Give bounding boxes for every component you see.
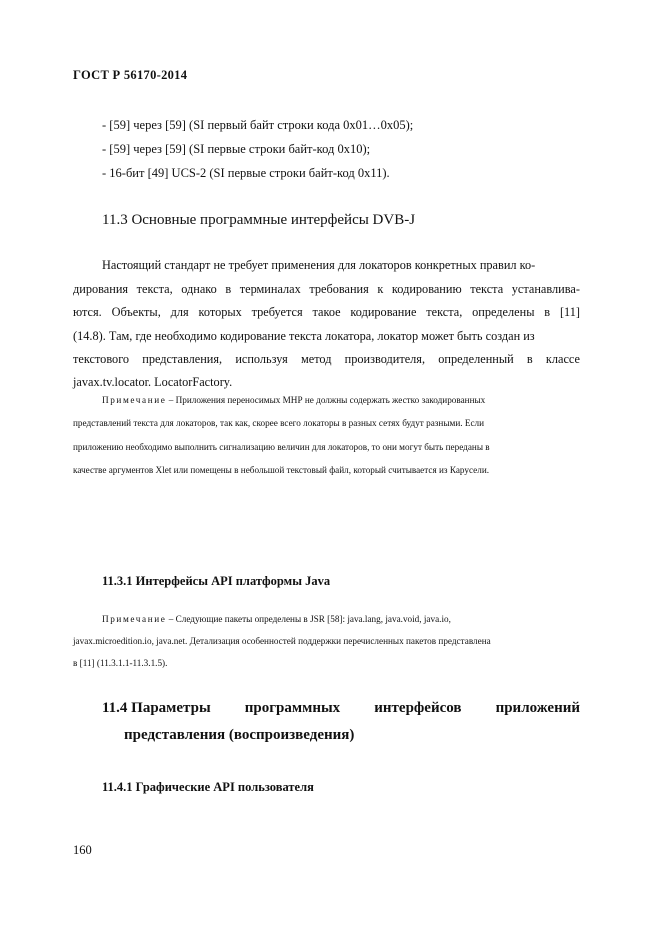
- word: однако: [181, 282, 217, 296]
- list-item: - 16-бит [49] UCS-2 (SI первые строки байт-код 0x11).: [102, 166, 390, 180]
- heading-word: интерфейсов: [374, 700, 462, 716]
- word: терминалах: [239, 282, 301, 296]
- section-heading-11-4-1: 11.4.1 Графические API пользователя: [102, 780, 314, 794]
- word: текста: [470, 282, 504, 296]
- word: метод: [300, 352, 332, 366]
- word: определенный: [438, 352, 514, 366]
- word: для: [170, 305, 189, 319]
- note-line: javax.microedition.io, java.net. Детализация особенностей поддержки перечисленных пакетов представлена: [73, 636, 491, 646]
- word: используя: [235, 352, 288, 366]
- paragraph-line: [73, 282, 580, 297]
- page-number: 160: [73, 843, 92, 857]
- word: требуется: [251, 305, 303, 319]
- section-heading-11-3: 11.3 Основные программные интерфейсы DVB-J: [102, 212, 416, 228]
- word: дирования: [73, 282, 129, 296]
- word: текстового: [73, 352, 130, 366]
- word: в: [544, 305, 551, 319]
- heading-word: приложений: [495, 700, 580, 716]
- paragraph-line: [73, 305, 580, 320]
- word: которых: [198, 305, 242, 319]
- document-code: ГОСТ Р 56170-2014: [73, 68, 188, 82]
- section-heading-11-4-line2: представления (воспроизведения): [124, 727, 355, 743]
- word: классе: [545, 352, 580, 366]
- word: ются.: [73, 305, 102, 319]
- heading-line: [102, 700, 580, 717]
- list-item: - [59] через [59] (SI первый байт строки кода 0x01…0x05);: [102, 118, 414, 132]
- word: в: [225, 282, 232, 296]
- paragraph-line: (14.8). Там, где необходимо кодирование текста локатора, локатор может быть создан из: [73, 329, 535, 343]
- note-line: качестве аргументов Xlet или помещены в небольшой текстовый файл, который считывается из Карусели.: [73, 464, 490, 475]
- note-text: – Приложения переносимых МНР не должны содержать жестко закодированных: [166, 395, 486, 405]
- word: к: [377, 282, 384, 296]
- word: определены: [472, 305, 535, 319]
- note-label: Примечание: [102, 614, 167, 624]
- word: такое: [312, 305, 341, 319]
- note-line: в [11] (11.3.1.1-11.3.1.5).: [73, 658, 168, 668]
- paragraph-line: javax.tv.locator. LocatorFactory.: [73, 375, 233, 389]
- note-line: представлений текста для локаторов, так как, скорее всего локаторы в разных сетях будут разными. Если: [73, 418, 485, 429]
- word: Объекты,: [111, 305, 161, 319]
- word: представления,: [142, 352, 223, 366]
- paragraph-line: [73, 352, 580, 367]
- list-item: - [59] через [59] (SI первые строки байт-код 0x10);: [102, 142, 371, 156]
- note-line: [102, 614, 451, 624]
- note-line: приложению необходимо выполнить сигнализацию величин для локаторов, то они могут быть переданы в: [73, 441, 490, 452]
- note-text: – Следующие пакеты определены в JSR [58]: java.lang, java.void, java.io,: [166, 614, 451, 624]
- word: текста,: [136, 282, 173, 296]
- heading-word: программных: [244, 700, 341, 716]
- heading-word: 11.4 Параметры: [102, 700, 211, 716]
- section-heading-11-3-1: 11.3.1 Интерфейсы API платформы Java: [102, 574, 331, 588]
- word: в: [526, 352, 533, 366]
- word: [11]: [559, 305, 580, 319]
- word: кодирование: [350, 305, 417, 319]
- paragraph-line: Настоящий стандарт не требует применения для локаторов конкретных правил ко-: [102, 258, 536, 272]
- word: требования: [309, 282, 369, 296]
- word: производителя,: [344, 352, 426, 366]
- note-label: Примечание: [102, 395, 167, 405]
- word: устанавлива-: [511, 282, 580, 296]
- word: кодированию: [391, 282, 462, 296]
- note-line: [102, 395, 485, 405]
- word: текста,: [426, 305, 463, 319]
